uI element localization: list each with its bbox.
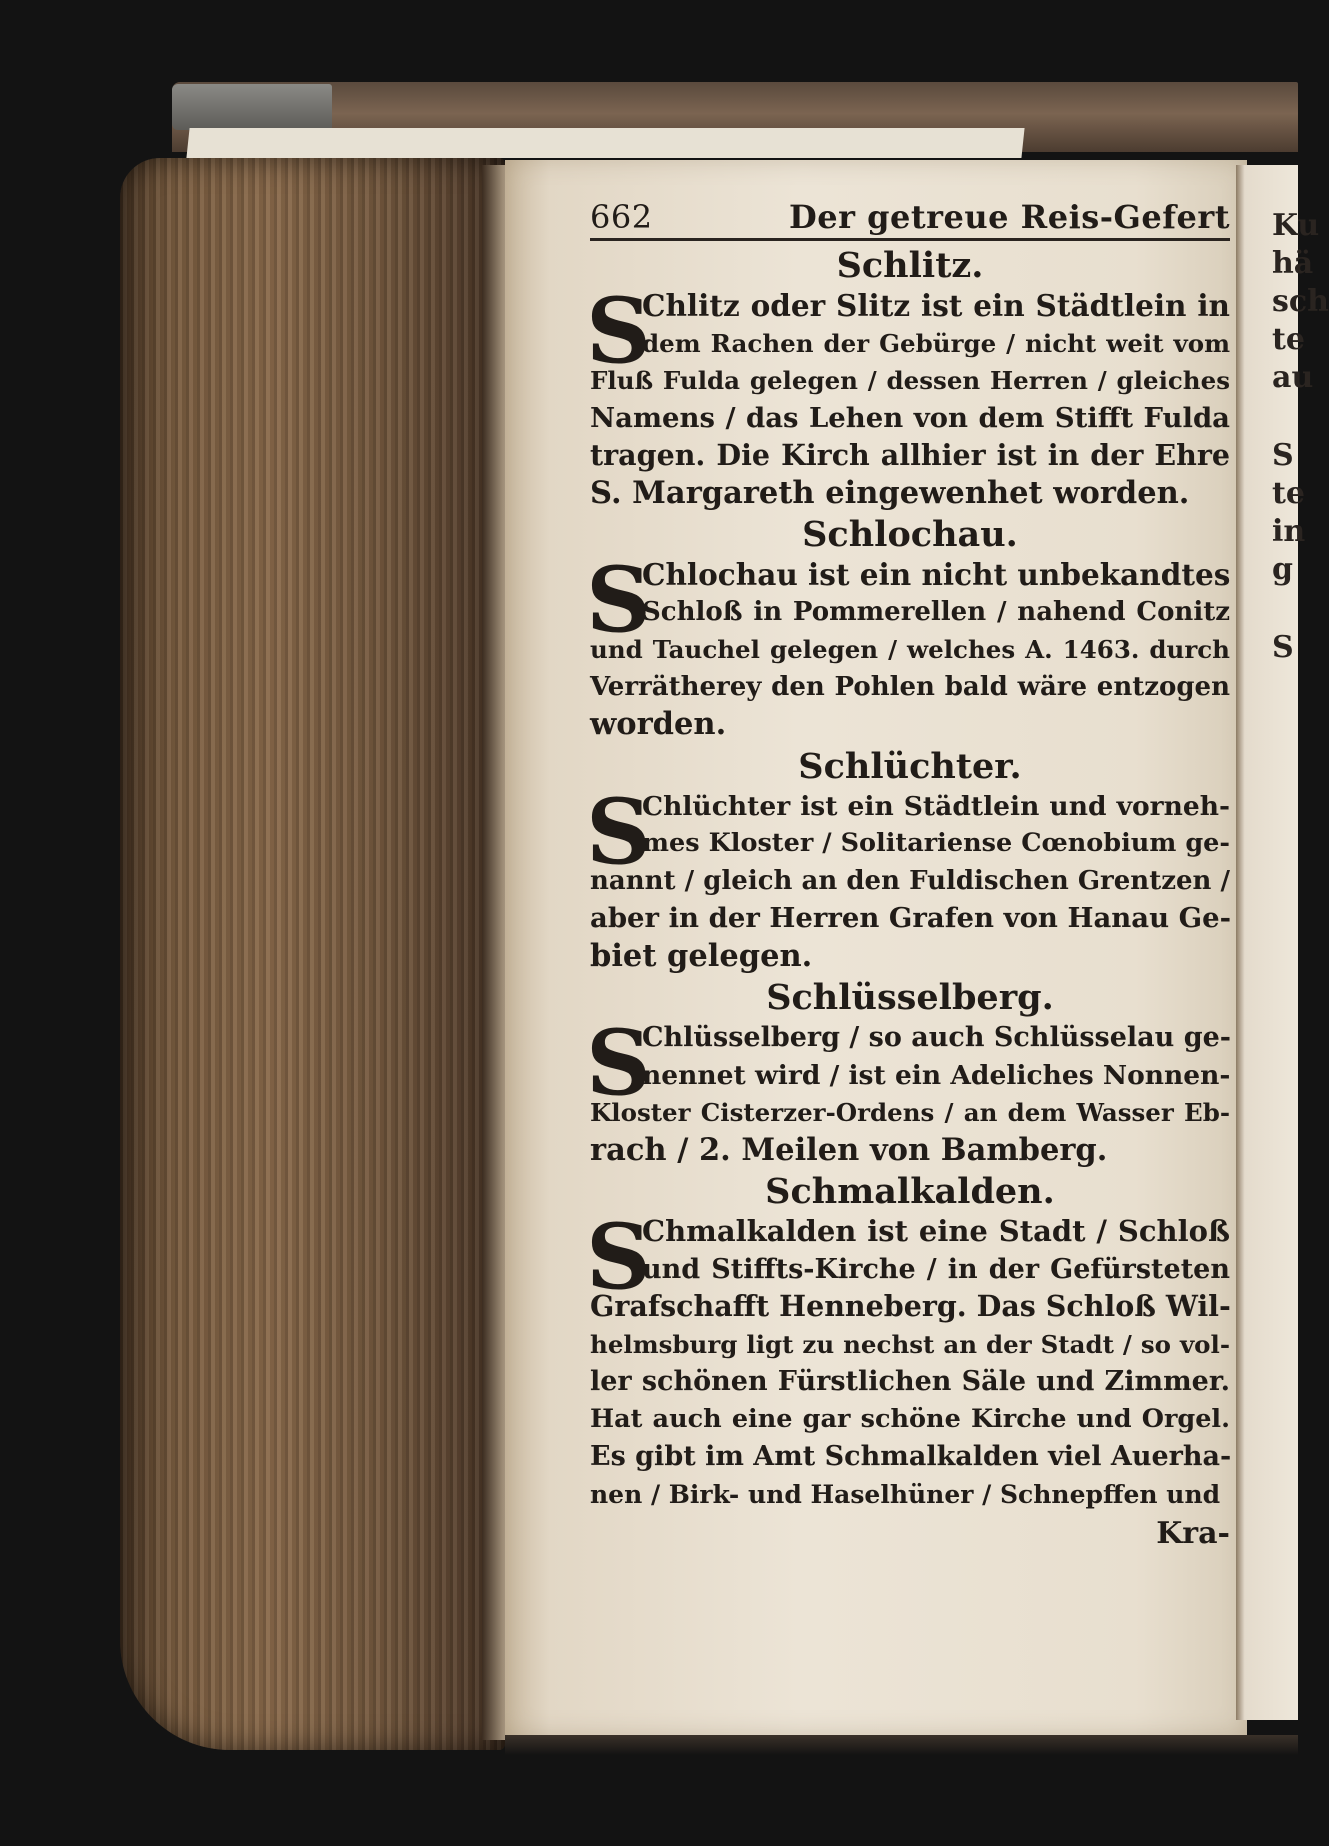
- entry-body: [586, 778, 1232, 976]
- text-line: Grafschafft Henneberg. Das Schloß Wil-: [590, 1289, 1231, 1323]
- running-head-title: Der getreue Reis-Gefert: [789, 198, 1230, 236]
- text-line: tragen. Die Kirch allhier ist in der Ehre: [590, 438, 1230, 472]
- drop-cap: S: [586, 278, 651, 384]
- entry-body: [586, 1010, 1231, 1169]
- next-page-text-fragment: in: [1272, 514, 1306, 549]
- text-line: helmsburg ligt zu nechst an der Stadt / so vol-: [590, 1329, 1230, 1359]
- entry-title: Schlüsselberg.: [766, 977, 1054, 1018]
- text-line: dem Rachen der Gebürge / nicht weit vom: [642, 328, 1230, 358]
- entry-title: Schlitz.: [836, 245, 984, 286]
- text-line: Verrätherey den Pohlen bald wäre entzogen: [590, 671, 1230, 702]
- entry-body: [586, 547, 1231, 744]
- text-line: Es gibt im Amt Schmalkalden viel Auerha-: [590, 1441, 1232, 1472]
- next-page-text-fragment: g: [1272, 552, 1293, 587]
- next-page-text-fragment: te: [1272, 322, 1305, 357]
- page-number: 662: [590, 198, 653, 236]
- text-line: Chmalkalden ist eine Stadt / Schloß: [642, 1214, 1230, 1248]
- text-line: und Stiffts-Kirche / in der Gefürsteten: [642, 1253, 1230, 1285]
- text-line: Kloster Cisterzer-Ordens / an dem Wasser Eb-: [590, 1098, 1230, 1127]
- entry-title: Schlochau.: [802, 514, 1018, 555]
- text-line: nennet wird / ist ein Adeliches Nonnen-: [642, 1059, 1231, 1091]
- text-line: Chlochau ist ein nicht unbekandtes: [642, 557, 1231, 592]
- text-line: S. Margareth eingewenhet worden.: [590, 474, 1190, 511]
- text-line: nannt / gleich an den Fuldischen Grentzen /: [590, 865, 1230, 896]
- text-line: mes Kloster / Solitariense Cœnobium ge-: [642, 828, 1230, 858]
- text-line: Hat auch eine gar schöne Kirche und Orgel.: [590, 1403, 1230, 1434]
- next-page-text-fragment: hä: [1272, 246, 1314, 281]
- text-line: und Tauchel gelegen / welches A. 1463. durch: [590, 635, 1230, 664]
- next-page-text-fragment: te: [1272, 476, 1305, 511]
- drop-cap: S: [586, 1010, 651, 1116]
- right-page-fragment: [1236, 165, 1329, 1720]
- next-page-text-fragment: au: [1272, 360, 1314, 395]
- entries: [586, 245, 1232, 1513]
- text-line: Fluß Fulda gelegen / dessen Herren / gleiches: [590, 366, 1230, 395]
- text-line: worden.: [590, 706, 727, 742]
- text-line: Chlüchter ist ein Städtlein und vorneh-: [642, 790, 1230, 822]
- text-line: Schloß in Pommerellen / nahend Conitz: [642, 596, 1230, 627]
- entry-body: [586, 278, 1230, 512]
- running-head: [590, 198, 1230, 241]
- text-line: nen / Birk- und Haselhüner / Schnepffen und: [590, 1479, 1221, 1509]
- page-edges: [120, 158, 505, 1750]
- text-line: Namens / das Lehen von dem Stifft Fulda: [590, 401, 1230, 434]
- drop-cap: S: [586, 778, 651, 885]
- next-page-text-fragment: S: [1272, 630, 1294, 665]
- next-page-text-fragment: sch: [1272, 284, 1329, 319]
- entry-title: Schmalkalden.: [765, 1171, 1055, 1212]
- entry-title: Schlüchter.: [798, 745, 1022, 787]
- entry-body: [586, 1204, 1232, 1513]
- cover-paper-edge: [186, 128, 1024, 158]
- drop-cap: S: [586, 1204, 651, 1310]
- metal-clasp: [172, 84, 332, 130]
- text-line: biet gelegen.: [590, 937, 813, 974]
- text-line: Chlitz oder Slitz ist ein Städtlein in: [642, 288, 1230, 323]
- next-page-text-fragment: Ku: [1272, 208, 1320, 243]
- page-text: [586, 198, 1232, 1553]
- text-line: ler schönen Fürstlichen Säle und Zimmer.: [590, 1366, 1230, 1397]
- text-line: aber in der Herren Grafen von Hanau Ge-: [590, 902, 1232, 934]
- text-line: rach / 2. Meilen von Bamberg.: [590, 1131, 1108, 1168]
- catchword: Kra-: [1156, 1516, 1230, 1551]
- text-line: Chlüsselberg / so auch Schlüsselau ge-: [642, 1022, 1231, 1053]
- next-page-text-fragment: S: [1272, 438, 1294, 473]
- drop-cap: S: [586, 547, 651, 653]
- bottom-shadow: [505, 1735, 1298, 1755]
